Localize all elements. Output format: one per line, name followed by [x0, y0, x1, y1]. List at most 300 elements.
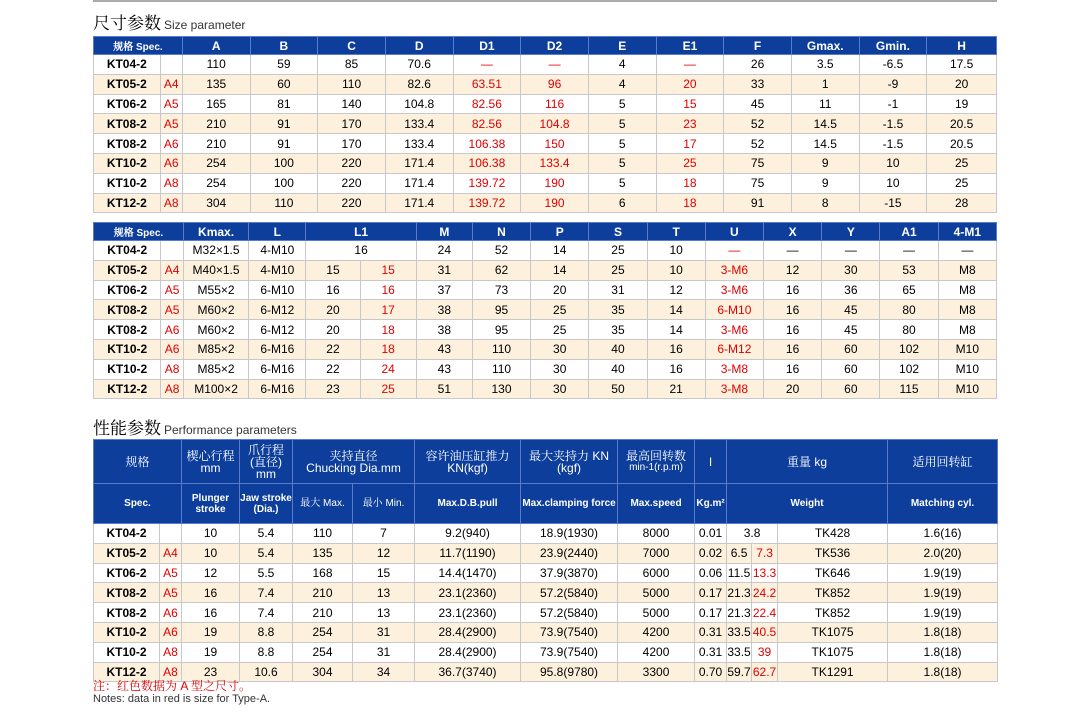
- header-y: Y: [822, 223, 880, 241]
- cell-weight-a: 13.3: [752, 563, 778, 583]
- cell-h: 20: [927, 74, 997, 94]
- header-spec: 规格 Spec.: [94, 37, 183, 55]
- cell-l1-b: 18: [360, 320, 416, 340]
- header-spec: 规格 Spec.: [94, 223, 184, 241]
- cell-weight: 33.5: [727, 622, 752, 642]
- cell-speed: 4200: [618, 642, 695, 662]
- cell-l1-b: 17: [360, 300, 416, 320]
- cell-gmax: 14.5: [791, 134, 859, 154]
- cell-n: 52: [472, 241, 530, 261]
- cell-c: 220: [318, 153, 386, 173]
- cell-weight: 11.5: [727, 563, 752, 583]
- cell-min: 12: [353, 543, 415, 563]
- cell-plunger: 23: [182, 662, 240, 682]
- cell-l1-b: 15: [360, 260, 416, 280]
- cell-type: A4: [160, 543, 182, 563]
- cell-type: A8: [161, 359, 183, 379]
- cell-model: KT10-2: [94, 622, 160, 642]
- perf-header2-cyl: Matching cyl.: [888, 484, 998, 524]
- cell-d: 70.6: [385, 55, 453, 75]
- table-row: [94, 379, 997, 399]
- perf-header2-inertia: Kg.m²: [695, 484, 727, 524]
- cell-m: 43: [416, 359, 472, 379]
- table-row: [94, 339, 997, 359]
- cell-b: 100: [250, 153, 318, 173]
- cell-gmax: 1: [791, 74, 859, 94]
- cell-plunger: 19: [182, 642, 240, 662]
- perf-header-plunger: 楔心行程 mm: [182, 440, 240, 484]
- cell-jaw: 7.4: [240, 583, 293, 603]
- perf-header2-speed: Max.speed: [618, 484, 695, 524]
- cell-model: KT08-2: [94, 603, 160, 623]
- cell-d2: 190: [521, 173, 589, 193]
- cell-weight-a: 40.5: [752, 622, 778, 642]
- cell-clamp: 57.2(5840): [521, 603, 618, 623]
- cell-h: 28: [927, 193, 997, 213]
- cell-l: 6-M10: [249, 280, 306, 300]
- cell-s: 50: [589, 379, 647, 399]
- perf-header2-max: 最大 Max.: [293, 484, 353, 524]
- cell-gmax: 9: [791, 173, 859, 193]
- cell-u: 3-M6: [705, 260, 763, 280]
- cell-gmin: 10: [859, 153, 927, 173]
- header-x: X: [764, 223, 822, 241]
- table-row: [94, 300, 997, 320]
- cell-n: 95: [472, 300, 530, 320]
- cell-d1: 139.72: [453, 173, 521, 193]
- cell-p: 25: [531, 320, 589, 340]
- cell-inertia: 0.01: [695, 524, 727, 544]
- cell-kmax: M100×2: [183, 379, 248, 399]
- cell-x: 16: [764, 320, 822, 340]
- cell-d: 171.4: [385, 153, 453, 173]
- cell-y: 30: [822, 260, 880, 280]
- cell-type: A4: [160, 74, 182, 94]
- cell-min: 13: [353, 583, 415, 603]
- cell-d: 171.4: [385, 193, 453, 213]
- table-row: [94, 193, 997, 213]
- cell-h: 17.5: [927, 55, 997, 75]
- cell-type: A6: [160, 622, 182, 642]
- top-divider: [93, 0, 997, 2]
- cell-press: 1.8(18): [888, 622, 998, 642]
- cell-m: 51: [416, 379, 472, 399]
- cell-weight-a: 24.2: [752, 583, 778, 603]
- cell-m: 43: [416, 339, 472, 359]
- cell-e1: 25: [656, 153, 724, 173]
- cell-d2: 116: [521, 94, 589, 114]
- perf-header-weight: 重量 kg: [727, 440, 888, 484]
- cell-f: 33: [724, 74, 792, 94]
- cell-clamp: 37.9(3870): [521, 563, 618, 583]
- cell-y: 45: [822, 320, 880, 340]
- cell-gmin: -9: [859, 74, 927, 94]
- cell-speed: 5000: [618, 583, 695, 603]
- cell-type: [161, 241, 183, 261]
- cell-l: 4-M10: [249, 241, 306, 261]
- perf-header-inertia: I: [695, 440, 727, 484]
- cell-u: 3-M6: [705, 320, 763, 340]
- cell-press: 2.0(20): [888, 543, 998, 563]
- cell-f: 52: [724, 134, 792, 154]
- cell-model: KT08-2: [94, 300, 161, 320]
- cell-gmin: -1.5: [859, 134, 927, 154]
- cell-4m1: M10: [938, 339, 996, 359]
- cell-s: 40: [589, 339, 647, 359]
- cell-d: 133.4: [385, 114, 453, 134]
- cell-d1: 82.56: [453, 94, 521, 114]
- cell-h: 25: [927, 153, 997, 173]
- cell-kmax: M55×2: [183, 280, 248, 300]
- cell-e: 6: [588, 193, 656, 213]
- cell-l1-b: 25: [360, 379, 416, 399]
- cell-m: 31: [416, 260, 472, 280]
- cell-model: KT06-2: [94, 94, 161, 114]
- cell-b: 60: [250, 74, 318, 94]
- cell-e: 5: [588, 94, 656, 114]
- cell-d2: 96: [521, 74, 589, 94]
- cell-a: 135: [182, 74, 250, 94]
- cell-c: 110: [318, 74, 386, 94]
- cell-model: KT08-2: [94, 134, 161, 154]
- cell-e1: 17: [656, 134, 724, 154]
- cell-model: KT05-2: [94, 74, 161, 94]
- perf-header2-weight: Weight: [727, 484, 888, 524]
- cell-t: 14: [647, 300, 705, 320]
- cell-gmin: 10: [859, 173, 927, 193]
- cell-pull: 11.7(1190): [415, 543, 521, 563]
- table-row: [94, 94, 997, 114]
- header-gmax: Gmax.: [791, 37, 859, 55]
- cell-clamp: 73.9(7540): [521, 622, 618, 642]
- header-f: F: [724, 37, 792, 55]
- cell-p: 14: [531, 260, 589, 280]
- cell-t: 16: [647, 339, 705, 359]
- cell-a: 254: [182, 173, 250, 193]
- cell-model: KT05-2: [94, 543, 160, 563]
- cell-jaw: 5.4: [240, 524, 293, 544]
- cell-p: 14: [531, 241, 589, 261]
- size-table-1: [93, 36, 997, 213]
- note-en: Notes: data in red is size for Type-A.: [93, 693, 271, 705]
- cell-a1: —: [880, 241, 938, 261]
- cell-d1: 106.38: [453, 134, 521, 154]
- cell-d2: 133.4: [521, 153, 589, 173]
- cell-weight-a: 39: [752, 642, 778, 662]
- table-row: [94, 173, 997, 193]
- cell-e1: 23: [656, 114, 724, 134]
- header-l: L: [249, 223, 306, 241]
- cell-cyl: TK1075: [778, 642, 888, 662]
- cell-s: 25: [589, 260, 647, 280]
- cell-weight: 3.8: [727, 524, 778, 544]
- cell-weight-a: 62.7: [752, 662, 778, 682]
- cell-type: A4: [161, 260, 183, 280]
- cell-u: 3-M8: [705, 359, 763, 379]
- cell-press: 1.9(19): [888, 563, 998, 583]
- cell-inertia: 0.02: [695, 543, 727, 563]
- cell-model: KT08-2: [94, 114, 161, 134]
- cell-weight: 33.5: [727, 642, 752, 662]
- cell-type: A8: [160, 662, 182, 682]
- size-title-zh: 尺寸参数: [93, 14, 161, 33]
- cell-l1-b: 24: [360, 359, 416, 379]
- perf-header2-pull: Max.D.B.pull: [415, 484, 521, 524]
- cell-a1: 65: [880, 280, 938, 300]
- cell-m: 38: [416, 320, 472, 340]
- cell-press: 1.8(18): [888, 662, 998, 682]
- header-d: D: [385, 37, 453, 55]
- cell-pull: 9.2(940): [415, 524, 521, 544]
- cell-y: —: [822, 241, 880, 261]
- cell-type: A6: [161, 320, 183, 340]
- cell-pull: 14.4(1470): [415, 563, 521, 583]
- cell-c: 170: [318, 134, 386, 154]
- cell-kmax: M32×1.5: [183, 241, 248, 261]
- cell-b: 59: [250, 55, 318, 75]
- perf-header-clamp-en: (kgf): [557, 460, 582, 475]
- cell-gmin: -1.5: [859, 114, 927, 134]
- cell-u: —: [705, 241, 763, 261]
- cell-type: A8: [161, 379, 183, 399]
- cell-f: 45: [724, 94, 792, 114]
- cell-e1: 15: [656, 94, 724, 114]
- cell-max: 168: [293, 563, 353, 583]
- cell-min: 13: [353, 603, 415, 623]
- cell-model: KT08-2: [94, 320, 161, 340]
- cell-l1-a: 20: [306, 300, 360, 320]
- cell-b: 91: [250, 114, 318, 134]
- perf-header-speed-zh: 最高回转数: [626, 448, 687, 463]
- cell-b: 91: [250, 134, 318, 154]
- cell-f: 52: [724, 114, 792, 134]
- cell-gmax: 3.5: [791, 55, 859, 75]
- header-s: S: [589, 223, 647, 241]
- cell-l: 6-M16: [249, 379, 306, 399]
- perf-header-pull: [415, 440, 521, 484]
- cell-inertia: 0.17: [695, 603, 727, 623]
- cell-d: 171.4: [385, 173, 453, 193]
- cell-max: 210: [293, 583, 353, 603]
- cell-p: 25: [531, 300, 589, 320]
- cell-gmin: -1: [859, 94, 927, 114]
- cell-d: 133.4: [385, 134, 453, 154]
- cell-jaw: 8.8: [240, 642, 293, 662]
- cell-l1-a: 16: [306, 280, 360, 300]
- cell-p: 30: [531, 359, 589, 379]
- cell-speed: 3300: [618, 662, 695, 682]
- cell-l1-a: 22: [306, 339, 360, 359]
- cell-l1-a: 20: [306, 320, 360, 340]
- perf-header-chuck: [293, 440, 415, 484]
- cell-jaw: 7.4: [240, 603, 293, 623]
- cell-a1: 80: [880, 320, 938, 340]
- cell-4m1: M10: [938, 379, 996, 399]
- perf-title-zh: 性能参数: [93, 419, 161, 438]
- cell-d2: 150: [521, 134, 589, 154]
- cell-l1: 16: [306, 241, 416, 261]
- cell-x: 16: [764, 280, 822, 300]
- table-row: [94, 563, 998, 583]
- cell-kmax: M40×1.5: [183, 260, 248, 280]
- cell-t: 10: [647, 241, 705, 261]
- cell-y: 36: [822, 280, 880, 300]
- cell-weight: 21.3: [727, 583, 752, 603]
- cell-m: 24: [416, 241, 472, 261]
- cell-min: 34: [353, 662, 415, 682]
- cell-l1-a: 23: [306, 379, 360, 399]
- cell-n: 110: [472, 339, 530, 359]
- cell-b: 81: [250, 94, 318, 114]
- cell-model: KT06-2: [94, 563, 160, 583]
- table-row: [94, 583, 998, 603]
- cell-min: 15: [353, 563, 415, 583]
- cell-press: 1.9(19): [888, 583, 998, 603]
- cell-l1-a: 22: [306, 359, 360, 379]
- cell-model: KT10-2: [94, 153, 161, 173]
- cell-l: 4-M10: [249, 260, 306, 280]
- cell-model: KT08-2: [94, 583, 160, 603]
- cell-weight-a: 22.4: [752, 603, 778, 623]
- cell-type: A5: [160, 563, 182, 583]
- header-h: H: [927, 37, 997, 55]
- cell-h: 20.5: [927, 114, 997, 134]
- cell-t: 14: [647, 320, 705, 340]
- cell-model: KT12-2: [94, 662, 160, 682]
- cell-plunger: 19: [182, 622, 240, 642]
- perf-header-clamp: [521, 440, 618, 484]
- header-a1: A1: [880, 223, 938, 241]
- perf-header2-jaw: Jaw stroke (Dia.): [240, 484, 293, 524]
- table-row: [94, 74, 997, 94]
- cell-clamp: 73.9(7540): [521, 642, 618, 662]
- cell-type: A8: [160, 173, 182, 193]
- cell-c: 220: [318, 193, 386, 213]
- cell-t: 12: [647, 280, 705, 300]
- perf-section-title: [93, 414, 297, 439]
- cell-t: 10: [647, 260, 705, 280]
- cell-d2: 104.8: [521, 114, 589, 134]
- cell-e: 5: [588, 114, 656, 134]
- cell-u: 3-M6: [705, 280, 763, 300]
- cell-4m1: M10: [938, 359, 996, 379]
- cell-type: A6: [160, 134, 182, 154]
- cell-plunger: 12: [182, 563, 240, 583]
- perf-header2-clamp: Max.clamping force: [521, 484, 618, 524]
- cell-d: 104.8: [385, 94, 453, 114]
- cell-s: 35: [589, 320, 647, 340]
- cell-clamp: 23.9(2440): [521, 543, 618, 563]
- table-row: [94, 359, 997, 379]
- cell-e1: —: [656, 55, 724, 75]
- cell-d: 82.6: [385, 74, 453, 94]
- cell-n: 130: [472, 379, 530, 399]
- cell-type: [160, 524, 182, 544]
- perf-header2-min: 最小 Min.: [353, 484, 415, 524]
- table-row: [94, 134, 997, 154]
- cell-a: 165: [182, 94, 250, 114]
- table-row: [94, 320, 997, 340]
- size-table-2: [93, 222, 997, 399]
- cell-max: 135: [293, 543, 353, 563]
- perf-header-pull-en: KN(kgf): [447, 460, 488, 475]
- cell-l: 6-M12: [249, 320, 306, 340]
- cell-type: A8: [160, 193, 182, 213]
- cell-s: 35: [589, 300, 647, 320]
- cell-gmin: -15: [859, 193, 927, 213]
- cell-type: A5: [160, 94, 182, 114]
- cell-4m1: —: [938, 241, 996, 261]
- cell-4m1: M8: [938, 280, 996, 300]
- cell-pull: 23.1(2360): [415, 583, 521, 603]
- table-row: [94, 55, 997, 75]
- cell-pull: 23.1(2360): [415, 603, 521, 623]
- cell-cyl: TK428: [778, 524, 888, 544]
- performance-table: [93, 439, 998, 682]
- cell-model: KT10-2: [94, 642, 160, 662]
- cell-u: 6-M12: [705, 339, 763, 359]
- cell-l: 6-M16: [249, 359, 306, 379]
- perf-header-speed: [618, 440, 695, 484]
- cell-plunger: 10: [182, 524, 240, 544]
- cell-model: KT06-2: [94, 280, 161, 300]
- table-row: [94, 153, 997, 173]
- cell-max: 304: [293, 662, 353, 682]
- cell-d1: 82.56: [453, 114, 521, 134]
- header-t: T: [647, 223, 705, 241]
- cell-4m1: M8: [938, 300, 996, 320]
- table-row: [94, 114, 997, 134]
- cell-weight-a: 7.3: [752, 543, 778, 563]
- cell-x: 20: [764, 379, 822, 399]
- cell-f: 91: [724, 193, 792, 213]
- perf-header-clamp-zh: 最大夹持力 KN: [529, 448, 610, 463]
- table-row: [94, 241, 997, 261]
- cell-weight: 21.3: [727, 603, 752, 623]
- cell-a: 210: [182, 134, 250, 154]
- cell-a1: 53: [880, 260, 938, 280]
- cell-t: 21: [647, 379, 705, 399]
- cell-kmax: M85×2: [183, 359, 248, 379]
- cell-type: A8: [160, 642, 182, 662]
- cell-s: 25: [589, 241, 647, 261]
- cell-min: 31: [353, 642, 415, 662]
- cell-press: 1.8(18): [888, 642, 998, 662]
- cell-p: 30: [531, 339, 589, 359]
- cell-speed: 4200: [618, 622, 695, 642]
- header-gmin: Gmin.: [859, 37, 927, 55]
- table-row: [94, 543, 998, 563]
- cell-type: A5: [160, 583, 182, 603]
- cell-cyl: TK1291: [778, 662, 888, 682]
- cell-f: 75: [724, 153, 792, 173]
- header-d2: D2: [521, 37, 589, 55]
- cell-max: 210: [293, 603, 353, 623]
- cell-jaw: 5.4: [240, 543, 293, 563]
- cell-a1: 102: [880, 339, 938, 359]
- header-4m1: 4-M1: [938, 223, 996, 241]
- cell-m: 38: [416, 300, 472, 320]
- cell-model: KT04-2: [94, 524, 160, 544]
- cell-e: 4: [588, 74, 656, 94]
- table-row: [94, 642, 998, 662]
- header-c: C: [318, 37, 386, 55]
- cell-gmax: 14.5: [791, 114, 859, 134]
- cell-e1: 20: [656, 74, 724, 94]
- cell-n: 110: [472, 359, 530, 379]
- cell-l1-a: 15: [306, 260, 360, 280]
- cell-model: KT12-2: [94, 379, 161, 399]
